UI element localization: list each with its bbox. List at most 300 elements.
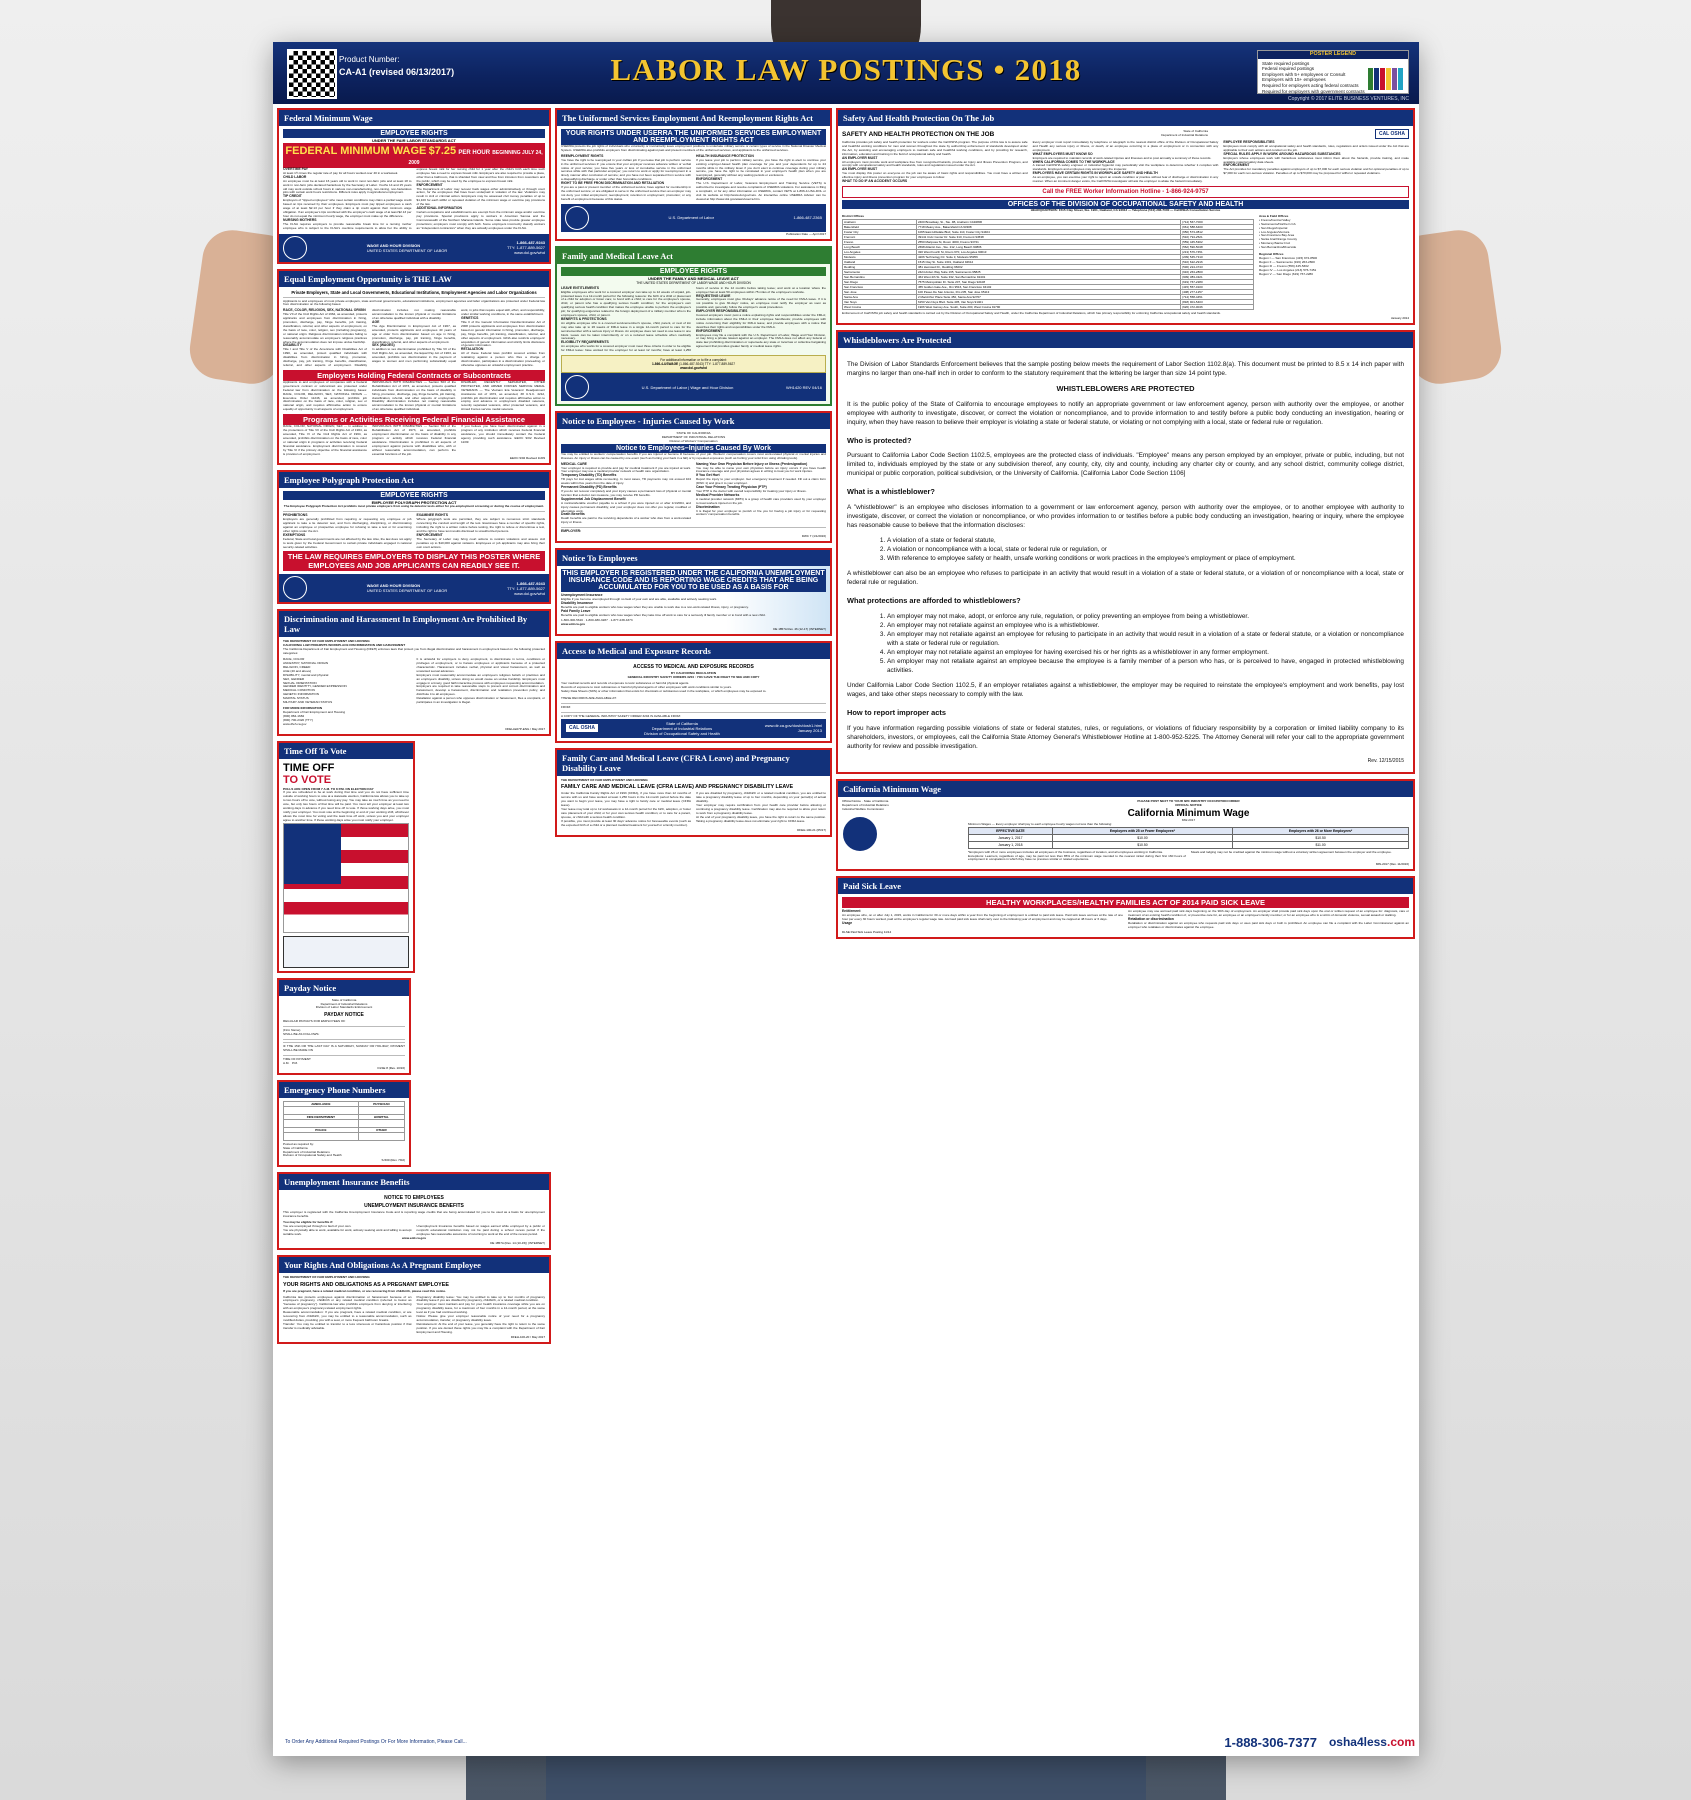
sh-d16-n: Van Nuys <box>843 299 917 304</box>
dh-cat-1: ANCESTRY, NATIONAL ORIGIN <box>283 661 329 665</box>
inj-s2: Permanent Disability (PD) Benefits <box>561 485 617 490</box>
preg-p0: California law protects employees against discrimination or harassment because of an employee's pregnancy, childbirth or any related medical condition (referred to below as "because of pregnancy"). California law also prohibits employers from denying or interfering with an employee's pregnancy-related employment rights. <box>283 1294 412 1311</box>
panel-time-off-to-vote <box>277 741 415 973</box>
fmw-footer-dept: UNITED STATES DEPARTMENT OF LABOR <box>366 247 448 253</box>
wh-what-1: 2. A violation or noncompliance with a local, state or federal rule or regulation, or <box>887 545 1404 554</box>
wh-heading: WHISTLEBLOWERS ARE PROTECTED <box>1056 384 1195 394</box>
wh-p-what: A "whistleblower" is an employee who discloses information to a government or law enforcement agency, person with authority over the employee, or to another employee with authority to investigate, discover, or correct the violation or noncompliance, or who provides information to or testifies before a public body conducting an investigation, hearing or inquiry, where the employee has reasonable cause to believe that the information discloses: <box>847 503 1404 529</box>
ui-heading: NOTICE TO EMPLOYEES <box>384 1195 444 1202</box>
fmla-sub2: THE UNITED STATES DEPARTMENT OF LABOR WAGE AND HOUR DIVISION <box>636 280 751 285</box>
sh-d4-n: Fresno <box>843 239 917 244</box>
sh-district-table <box>842 219 1254 310</box>
sh-d6-n: Los Angeles <box>843 249 917 254</box>
sh-d14-p: (408) 277-1257 <box>1181 289 1254 294</box>
amr-l2: A COPY OF THE GENERAL INDUSTRY SAFETY ORDER 3204 IS AVAILABLE FROM: <box>561 713 681 718</box>
inj-body: MEDICAL CARE Your employer is required to provide and pay for medical treatment if you are injured at work. Your employer may use a medical provider network or health care organization. Temporary Disability (TD) Benefits TD pays for lost wages while recovering. In most cases, TD payments may not exceed 104 weeks within five years from the date of injury. Permanent Disability (PD) Benefits If you do not recover completely and your injury causes a permanent loss of physical or mental function that a doctor can measure, you may receive PD benefits. Supplemental Job Displacement Benefit A nontransferable voucher payable to a school if you were injured on or after 1/1/2004, and injury causes permanent disability, and your employer does not offer you regular, modified or alternative work. Death Benefits Death benefits are paid to the surviving dependents of a worker who dies from a work-related injury or illness. Naming Your Own Physician Before Injury or Illness (Predesignation) You may be able to name your own physician before an injury occurs if you have health insurance coverage and your physician agrees in writing to treat you for work injuries. If You Get Hurt Report the injury to your employer. Get emergency treatment if needed. Fill out a claim form (DWC 1) and give it to your employer. Case Your Primary Treating Physician (PTP) Your PTP is the doctor with overall responsibility for treating your injury or illness. Medical Provider Networks A medical provider network (MPN) is a group of health care providers used by your employer to treat workers injured on the job. Discrimination It is illegal for your employer to punish or fire you for having a job injury or for requesting workers' compensation benefits. <box>561 461 826 525</box>
product-number-label: Product Number: <box>339 55 400 64</box>
sh-s1: AN EMPLOYEE MUST <box>842 167 878 172</box>
labor-law-poster <box>273 42 1419 1756</box>
fmla-notice: For additional information or to file a complaint: <box>660 358 727 363</box>
inj-heading: Notice to Employees–Injuries Caused By Work <box>561 444 826 453</box>
eeo-federal-assistance-text: RACE, COLOR, NATIONAL ORIGIN, SEX — In addition to the protections of Title VII of the Civil Rights Act of 1964, as amended, Title VI of the Civil Rights Act of 1964, as amended, prohibits discrimination on the basis of race, color or national origin in programs or activities receiving Federal financial assistance. Employment discrimination is covered by Title VI if the primary objective of the financial assistance is provision of employment. INDIVIDUALS WITH DISABILITIES — Section 504 of the Rehabilitation Act of 1973, as amended, prohibits employment discrimination on the basis of disability in any program or activity which receives Federal financial assistance. Discrimination is prohibited in all aspects of employment against persons with disabilities who, with or without reasonable accommodation, can perform the essential functions of the job. If you believe you have been discriminated against in a program of any institution which receives Federal financial assistance, you should immediately contact the Federal agency providing such assistance. EEOC 9/02 Revised 11/09 <box>283 424 545 456</box>
dh-cat-5: SEX, GENDER <box>283 676 305 681</box>
cmw-th-0: EFFECTIVE DATE <box>969 827 1053 834</box>
eeo-h5: RETALIATION <box>461 347 484 352</box>
dh-cat-9: GENETIC INFORMATION <box>283 692 320 697</box>
sh-state: State of California <box>1183 129 1208 134</box>
emergency-phone-table <box>283 1101 405 1141</box>
sh-d9-p: (530) 224-4743 <box>1181 264 1254 269</box>
userra-rev: Publication Date — April 2017 <box>786 231 826 236</box>
panel-payday-notice <box>277 978 411 1075</box>
psl-h0: Entitlement <box>842 909 861 914</box>
inj-rev: DWC 7 (1/1/2016) <box>801 534 826 539</box>
sh-d17-a: 1906 West Garvey Ave. South, Suite 200, West Covina 91790 <box>916 304 1180 309</box>
userra-intro: USERRA protects the job rights of individuals who voluntarily or involuntarily leave employment positions to undertake military service or certain types of service in the National Disaster Medical System. USERRA also prohibits employers from discriminating against past and present members of the uniformed services, and applicants to the uniformed services. <box>561 144 826 152</box>
copyright-text: Copyright © 2017 ELITE BUSINESS VENTURES, INC <box>1288 96 1409 102</box>
inj-s10: Case Your Primary Treating Physician (PTP) <box>696 485 767 490</box>
epp-footer-site[interactable]: www.dol.gov/whd <box>514 590 545 596</box>
epp-notice: THE LAW REQUIRES EMPLOYERS TO DISPLAY THIS POSTER WHERE EMPLOYEES AND JOB APPLICANTS CAN READILY SEE IT. <box>283 551 545 571</box>
panel-california-minimum-wage: California Minimum Wage Official Notice · State of California Department of Industrial Relations Industrial Welfare Commission PLEASE POST NEXT TO YOUR IWC INDUSTRY OCCUPATION ORDER OFFICIAL NOTICE California Minimum Wage MW-2017 Minimum Wages — Every employer shall pay to each employee hourly wages not less than the following: EFFECTIVE DATE Employers with 25 or Fewer Employees* Employers with 26 or More Employees* January 1, 2017 $10.00 $10.50 January 1, 2018 $10.50 $11.00 *Employers with 26 or more employees includes all employees of the business, regardless of location, and all employees working in California. Exceptions: Learners, regardless of age, may be paid not less than 85% of the minimum wage rounded to the nearest nickel during their first 160 hours of employment in occupations in which they have no previous similar or related experience. Meals and lodging may not be credited against the minimum wage without a voluntary written agreement between the employer and the employee. MW-2017 (Rev. 11/2016) <box>836 779 1415 871</box>
sh-d4-p: (559) 445-5302 <box>1181 239 1254 244</box>
fmw-s2-h: TIP CREDIT <box>283 194 302 199</box>
dh-cat-11: MILITARY AND VETERAN STATUS <box>283 700 333 705</box>
sh-d11-p: (909) 383-4321 <box>1181 274 1254 279</box>
fmla-b0: LEAVE ENTITLEMENTS <box>561 285 599 290</box>
dh-cat-2: RELIGION, CREED <box>283 664 311 669</box>
ui-b2: Unemployment Insurance benefits based on wages earned while employed by a public or nonprofit educational institution may not be paid during a school recess period if the employee has reasonable assurance of returning to work at the end of the recess period. <box>416 1224 545 1236</box>
fmla-b5: ENFORCEMENT <box>696 328 723 333</box>
fmla-footer <box>561 373 826 401</box>
wh-prot-1: 2. An employer may not retaliate against an employee who is a whistleblower. <box>887 621 1404 630</box>
nte-phone-ui[interactable]: 1-800-300-5616 <box>561 618 584 623</box>
psl-h1: Usage <box>842 921 853 926</box>
dh-cat-6: SEXUAL ORIENTATION <box>283 680 317 685</box>
userra-s2: HEALTH INSURANCE PROTECTION <box>696 153 754 158</box>
emr-rev: S-500 (Rev. 7/02) <box>381 1158 405 1163</box>
fmw-wage-unit: PER HOUR <box>458 150 491 156</box>
panel-title: Equal Employment Opportunity is THE LAW <box>279 271 549 287</box>
panel-discrimination-harassment <box>277 609 551 735</box>
sh-s6: EMPLOYEE RESPONSIBILITIES <box>1223 140 1275 144</box>
cfra-rev: DFEH-100-21 (05/17) <box>797 827 826 832</box>
sh-s7: SPECIAL RULES APPLY IN WORK AROUND HAZARDOUS SUBSTANCES <box>1223 151 1341 156</box>
epp-subtitle: EMPLOYEE POLYGRAPH PROTECTION ACT <box>371 500 457 506</box>
pd-f0: REGULAR PAYDAYS FOR EMPLOYEES OF <box>283 1019 346 1024</box>
dh-rev: DFEH-E07P-ENG / May 2017 <box>505 726 545 731</box>
panel-pregnant-employee <box>277 1255 551 1344</box>
wh-p-report: If you have information regarding possible violations of state or federal statutes, rules, or regulations, or violations of fiduciary responsibility by a corporation or limited liability company to its shareholders, investors, or employees, call the California State Attorney General's Whistleblower Hotline at 1-800-952-5225. The Attorney General will refer your call to the appropriate government authority for review and possible investigation. <box>847 724 1404 750</box>
userra-s3: ENFORCEMENT <box>696 177 723 182</box>
sh-d12-n: San Diego <box>843 279 917 284</box>
sh-hotline[interactable]: Call the FREE Worker Information Hotline - 1-866-924-9757 <box>842 186 1409 198</box>
eeo-sub1: Private Employers, State and Local Governments, Educational Institutions, Employment Agencies and Labor Organizations <box>291 289 537 295</box>
sh-d13-n: San Francisco <box>843 284 917 289</box>
sh-d3-a: 39141 Civic Center Dr. Suite 310, Fremont 94538 <box>916 234 1180 239</box>
epp-text <box>283 514 545 549</box>
legend-line-2: Employers with 5+ employees or Consult <box>1262 71 1346 77</box>
wh-rev: Rev. 12/15/2015 <box>1367 757 1404 764</box>
eeo-intro: Applicants to and employees of most private employers, state and local governments, educational institutions, employment agencies and labor organizations are protected under Federal law from discrimination on the following bases: <box>283 298 545 307</box>
pd-f1: (Firm Name) <box>283 1028 301 1033</box>
ui-heading2: UNEMPLOYMENT INSURANCE BENEFITS <box>364 1203 464 1210</box>
preg-heading: YOUR RIGHTS AND OBLIGATIONS AS A PREGNANT EMPLOYEE <box>283 1281 449 1288</box>
poster-header <box>273 42 1419 104</box>
sh-d0-n: Anaheim <box>843 219 917 224</box>
panel-unemployment-insurance <box>277 1172 551 1249</box>
dol-seal-icon <box>565 206 589 230</box>
fmw-employee-rights: EMPLOYEE RIGHTS <box>283 129 545 138</box>
panel-title: Discrimination and Harassment In Employment Are Prohibited By Law <box>279 611 549 637</box>
inj-dept: DEPARTMENT OF INDUSTRIAL RELATIONS <box>661 435 726 439</box>
preg-lead: If you are pregnant, have a related medical condition, or are recovering from childbirth, please read this notice. <box>283 1288 446 1293</box>
wh-prot-4: 5. An employer may not retaliate against an employee because the employee is a family member of a person who has, or is perceived to have, engaged in protected whistleblowing activities. <box>887 657 1404 675</box>
panel-safety-health: Safety And Health Protection On The Job SAFETY AND HEALTH PROTECTION ON THE JOB State of California Department of Industrial Relations CAL OSHA California provides job safety and health protection for workers under the Cal/OSHA program. The purpose of this law is to assure safe and healthful working conditions for men and women throughout the state by authorizing enforcement of standards developed under the Act, by assisting and encouraging employers to maintain safe and healthful working conditions, and by providing for research, information, education and training in the field of occupational safety and health. AN EMPLOYER MUST All employers must provide work and workplace free from recognized hazards, provide an Injury and Illness Prevention Program, and comply with occupational safety and health standards, rules and regulations issued under the Act. AN EMPLOYEE MUST You must display this poster on everyone on the job can be aware of basic rights and responsibilities. You must have a written and effective injury and illness prevention program for your employees to follow. WHAT TO DO IF AN ACCIDENT OCCURS Every employer must report immediately by telephone or telegraph to the nearest district office of the Division of Occupational Safety and Health any serious injury or illness, or death, of an employee occurring in a place of employment or in connection with any employment. WHAT EMPLOYEES MUST KNOW SO Employers are required to maintain records of work-related injuries and illnesses and to post annually a summary of those records. WHEN CALIFORNIA COMES TO THE WORKPLACE A trained Cal/OSHA safety engineer or industrial hygienist may periodically visit the workplace to determine whether it complies with standards. Employers and employees may accompany the inspector. EMPLOYEES HAVE CERTAIN RIGHTS IN WORKPLACE SAFETY AND HEALTH As an employee, you can exercise your right to report an unsafe condition or practice without fear of discharge or discrimination in any manner. When an imminent danger exists, the Cal/OSHA investigator will ask the employer to abate the hazard immediately. EMPLOYEE RESPONSIBILITIES Employees must comply with all occupational safety and health standards, rules, regulations and orders issued under the Act that are applicable to their own actions and conduct on the job. SPECIAL RULES APPLY IN WORK AROUND HAZARDOUS SUBSTANCES Employers whose employees work with hazardous substances must inform them about the hazards, provide training, and make available material safety data sheets. ENFORCEMENT The Act provides for mandatory penalties against employers of up to $7,000 for each serious violation and for optional penalties of up to $7,000 for each non-serious violation. Penalties of up to $70,000 may be proposed for willful or repeated violations. Call the FREE Worker Information Hotline - 1-866-924-9757 OFFICES OF THE DIVISION OF OCCUPATIONAL SAFETY AND HEALTH HEADQUARTERS: 1515 Clay Street, Ste. 1901, Oakland, CA 94612 — Telephone (510) 286-7000 — Cal/OSHA Consultation Service District Offices Anaheim 2400 Broadway, St., Ste. 4B, Anaheim CA94806 (714) 567-7000 Bakersfield 7718 Meany Ave., Bakersfield CA 93308 (661) 588-6400 Foster City 1065 East Hillsdale Blvd, Suite 110, Foster City 94404 (650) 573-3812 Fremont 39141 Civic Center Dr. Suite 310, Fremont 94538 (510) 794-2521 Fresno 2550 Mariposa St, Room 4000, Fresno 93721 (559) 445-5302 Long Beach 2698 Atlantic Ave., Ste. 212, Long Beach 90806 (562) 590-5048 Los Angeles 320 West Fourth St, Room 670, Los Angeles 90013 (213) 576-7451 Modesto 4206 Technology Dr. Suite 3, Modesto 95356 (209) 545-7310 Oakland 1515 Clay St. Suite 1301, Oakland 94612 (510) 622-2916 Redding 381 Hemsted Dr., Redding 96002 (530) 224-4743 Sacramento 2424 Arden Way Suite 165, Sacramento 95825 (916) 263-2800 San Bernardino 464 West 4th St. Suite 332, San Bernardino 92401 (909) 383-4321 San Diego 7575 Metropolitan Dr. Suite 207, San Diego 92108 (619) 767-2280 San Francisco 455 Golden Gate Ave., Rm 9516, San Francisco 94102 (415) 557-0100 San Jose 100 Paseo De San Antonio, Rm 235, San Jose 95113 (408) 277-1257 Santa Ana 2 MacArthur Place Suite 450, Santa Ana 92707 (714) 558-4451 Van Nuys 6150 Van Nuys Blvd. Suite 405, Van Nuys 91401 (818) 901-5403 West Covina 1906 West Garvey Ave. South, Suite 200, West Covina 91790 (626) 472-0046 Area & Field Offices • Fresno/Central Valley • Sacramento/Northern CA • San Diego/Imperial • Los Angeles/Ventura • San Francisco Bay Area • Santa Ana/Orange County • Monterey/Santa Cruz • San Bernardino/Riverside Regional Offices Region I — San Francisco (415) 972-8500 Region II — Sacramento (916) 263-2800 Region III — Fresno (559) 445-5302 Region IV — Los Angeles (213) 576-7451 Region V — San Diego (619) 767-2280 Enforcement of Cal/OSHA job safety and health standards is carried out by the Division of Occupational Safety and Health, under the California Department of Industrial Relations, which has primary responsibility for enforcing California occupational safety and health standards. January 2014 <box>836 108 1415 325</box>
fmla-b1: BENEFITS & PROTECTIONS <box>561 316 607 321</box>
cmw-r1-c0: January 1, 2018 <box>969 841 1053 848</box>
pd-f4: IF THE 15th OR THE LAST DAY IS A SATURDAY, SUNDAY OR HOLIDAY, PAYMENT SHALL BE MADE ON <box>283 1044 405 1052</box>
pd-f3: TIME OF PAYMENT <box>283 1056 311 1061</box>
panel-fmla <box>555 246 832 406</box>
legend-line-4: Required for employers acting federal contracts <box>1262 82 1359 88</box>
dol-seal-icon <box>283 576 307 600</box>
cmw-notice1: PLEASE POST NEXT TO YOUR IWC INDUSTRY OCCUPATION ORDER <box>1137 798 1240 803</box>
poster-column-2 <box>555 108 832 842</box>
amr-web[interactable]: www.dir.ca.gov/dosh/dosh1.html <box>764 723 822 729</box>
page-title: LABOR LAW POSTINGS • 2018 <box>610 52 1082 87</box>
sh-s0: AN EMPLOYER MUST <box>842 155 878 160</box>
dh-dept: THE DEPARTMENT OF FAIR EMPLOYMENT AND HOUSING <box>283 639 370 644</box>
wh-p1: It is the public policy of the State of California to encourage employees to notify an appropriate government or law enforcement agency, person with authority over the employee, or another employee with authority to investigate, discover, or correct the violation or noncompliance, and to provide information to and testify before a public body conducting an investigation, hearing or inquiry, when they have reason to believe their employer is violating a state or federal statute, or violating or not complying with a local, state or federal rule or regulation. <box>847 400 1404 426</box>
psl-office: DLSE Paid Sick Leave Posting 11/14 <box>842 929 892 934</box>
eeo-h0: RACE, COLOR, RELIGION, SEX, NATIONAL ORIGIN <box>283 308 366 313</box>
amr-footer <box>561 719 826 738</box>
cfra-p0: Under the California Family Rights Act of 1993 (CFRA), if you have more than 12 months of service with us and have worked at least 1,250 hours in the 12-month period before the date you want to begin your leave, you may have a right to family care or medical leave (CFRA leave). <box>561 791 691 808</box>
sh-col-0: District Offices <box>842 213 865 218</box>
sh-d10-n: Sacramento <box>843 269 917 274</box>
panel-medical-exposure-records <box>555 641 832 742</box>
psl-t0: An employee who, on or after July 1, 2015, works in California for 30 or more days within a year from the beginning of employment is entitled to paid sick leave. Paid sick leave accrues at the rate of one hour per every 30 hours worked, paid at the employee's regular wage rate. Accrued paid sick leave shall carry over to the following year of employment and may be capped at 48 hours or 6 days. <box>842 913 1123 922</box>
sh-d14-n: San Jose <box>843 289 917 294</box>
nte-i1-t: Benefits are paid to eligible workers who lose wages when they are unable to work due to a non-work-related illness, injury, or pregnancy. <box>561 604 749 609</box>
poster-column-1 <box>277 108 551 1349</box>
fmw-s2-t: Employers of "tipped employees" who meet certain conditions may claim a partial wage credit based on tips received by their employees. Employers must pay tipped employees a cash wage of at least $2.13 per hour if they claim a tip credit against their minimum wage obligation. If an employee's tips combined with the employer's cash wage of at least $2.13 per hour do not equal the minimum hourly wage, the employer must make up the difference. <box>283 198 412 218</box>
sh-s2: WHAT TO DO IF AN ACCIDENT OCCURS <box>842 179 908 184</box>
panel-title: California Minimum Wage <box>838 781 1413 797</box>
ui-b0: You are unemployed through no fault of your own. <box>283 1224 352 1229</box>
eeo-federal-contract-text: Applicants to and employees of companies with a Federal government contract or subcontract are protected under Federal law from discrimination on the following bases: RACE, COLOR, RELIGION, SEX, NATIONAL ORIGIN — Executive Order 11246, as amended, prohibits job discrimination on the basis of race, color, religion, sex or national origin, and requires affirmative action to ensure equality of opportunity in all aspects of employment. INDIVIDUALS WITH DISABILITIES — Section 503 of the Rehabilitation Act of 1973, as amended, protects qualified individuals from discrimination on the basis of disability in hiring, promotion, discharge, pay, fringe benefits, job training, classification, referral, and other aspects of employment. Disability discrimination includes not making reasonable accommodation to the known physical or mental limitations of an otherwise qualified individual. DISABLED, RECENTLY SEPARATED, OTHER PROTECTED, AND ARMED FORCES SERVICE MEDAL VETERANS — The Vietnam Era Veterans' Readjustment Assistance Act of 1974, as amended, 38 U.S.C. 4212, prohibits job discrimination and requires affirmative action to employ and advance in employment disabled veterans, recently separated veterans, other protected veterans, and Armed Forces service medal veterans. <box>283 379 545 412</box>
state-seal-icon <box>842 816 878 852</box>
fmw-footer-div: WAGE AND HOUR DIVISION <box>366 242 421 248</box>
tov-body: If you are scheduled to be at work during that time and you do not have sufficient time outside of working hours to vote at a statewide election, California law allows you to take up to two hours off to vote, without losing any pay. You may take as much time as you need to vote, but only two hours of that time will be paid. You must tell your employer at least two working days in advance if you need time off to vote. If those working days arise, you must notify your employer. You must vote at the beginning or end of your working shift, whichever allows the most time for voting and the least time off work, unless you and your employer agree to another time. If those working days arise you must notify your employer. <box>283 790 409 822</box>
wh-prot-2: 3. An employer may not retaliate against an employee for refusing to participate in an activity that would result in a violation of a state or federal statute, or a violation or noncompliance with a state or federal rule or regulation. <box>887 630 1404 648</box>
eeo-h4: GENETICS <box>461 316 479 321</box>
cmw-notice2: OFFICIAL NOTICE <box>1175 802 1202 807</box>
tov-note: POLLS ARE OPEN FROM 7 A.M. TO 8 P.M. ON ELECTION DAY <box>283 786 374 791</box>
fmw-wage-label: FEDERAL MINIMUM WAGE <box>285 145 427 157</box>
whistle-content <box>838 348 1413 772</box>
fmw-s5-h: ADDITIONAL INFORMATION <box>416 206 462 211</box>
preg-dept: THE DEPARTMENT OF FAIR EMPLOYMENT AND HOUSING <box>283 1274 370 1279</box>
dh-phone[interactable]: (800) 884-1684 <box>283 713 305 718</box>
epp-s1-t: Federal, State and local governments are not affected by the law. Also, the law does not apply to tests given by the Federal Government to certain private individuals engaged in national security-related activities. <box>283 536 412 549</box>
sh-d7-p: (209) 545-7310 <box>1181 254 1254 259</box>
emr-h-2: FIRE DEPARTMENT <box>284 1114 359 1119</box>
sh-d13-a: 455 Golden Gate Ave., Rm 9516, San Francisco 94102 <box>916 284 1180 289</box>
sh-d5-n: Long Beach <box>843 244 917 249</box>
fmla-employee-rights: EMPLOYEE RIGHTS <box>561 267 826 276</box>
cmw-r0-c1: $10.00 <box>1052 834 1232 841</box>
legend-line-0: State required postings <box>1262 60 1310 66</box>
fmw-footer-phone[interactable]: 1-866-487-9243 <box>516 240 545 245</box>
pd-heading: PAYDAY NOTICE <box>324 1012 364 1019</box>
panel-title: Safety And Health Protection On The Job <box>838 110 1413 126</box>
sh-d4-a: 2550 Mariposa St, Room 4000, Fresno 93721 <box>916 239 1180 244</box>
fmw-wage-date: BEGINNING JULY 24, 2009 <box>408 150 543 166</box>
product-number-value: CA-A1 (revised 06/13/2017) <box>339 67 455 77</box>
wh-p-who: Pursuant to California Labor Code Section 1102.5, employees are the protected class of individuals. "Employee" means any person employed by an employer, private or public, including, but not limited to, individuals employed by the state or any subdivision thereof, any county, city, city and county, including any charter city or county, and any school district, community college district, municipal or public corporation, political subdivision, or the University of California. [California Labor Code Section 1106] <box>847 452 1404 478</box>
cmw-r1-c1: $10.50 <box>1052 841 1232 848</box>
sh-d15-n: Santa Ana <box>843 294 917 299</box>
emr-h-3: HOSPITAL <box>358 1114 404 1119</box>
sh-col-1: Area & Field Offices <box>1259 213 1289 218</box>
sh-consult: Cal/OSHA Consultation Service <box>1174 207 1221 212</box>
sh-d6-a: 320 West Fourth St, Room 670, Los Angeles 90013 <box>916 249 1180 254</box>
epp-employee-rights: EMPLOYEE RIGHTS <box>283 491 545 500</box>
panel-title: Payday Notice <box>279 980 409 996</box>
sh-d2-p: (650) 573-3812 <box>1181 229 1254 234</box>
panel-title: Emergency Phone Numbers <box>279 1082 409 1098</box>
sh-d2-n: Foster City <box>843 229 917 234</box>
epp-s3-h: ENFORCEMENT <box>416 532 443 537</box>
fmla-phone[interactable]: 1-866-4-USWAGE <box>651 362 679 367</box>
dh-sub: CALIFORNIA LAW PROHIBITS WORKPLACE DISCRIMINATION AND HARASSMENT <box>283 643 406 648</box>
wh-prot-3: 4. An employer may not retaliate against an employee for having exercised his or her rights as a whistleblower in any former employment. <box>887 648 1404 657</box>
pd-rev: DLSE 8 (Rev. 10/16) <box>377 1065 405 1070</box>
eeo-h1: DISABILITY <box>283 343 302 348</box>
userra-body: REEMPLOYMENT RIGHTS You have the right to be reemployed in your civilian job if you leave that job to perform service in the uniformed services if: you ensure that your employer receives advance written or verbal notice of your service; you have five years or less of cumulative service in the uniformed services while with that particular employer; you return to work or apply for reemployment in a timely manner after conclusion of service; and you have not been separated from service with a disqualifying discharge or under other than honorable conditions. RIGHT TO BE FREE FROM DISCRIMINATION AND RETALIATION If you are a past or present member of the uniformed service; have applied for membership in the uniformed service; or are obligated to serve in the uniformed service then an employer may not deny you: initial employment; reemployment; retention in employment; promotion; or any benefit of employment because of this status. HEALTH INSURANCE PROTECTION If you leave your job to perform military service, you have the right to elect to continue your existing employer-based health plan coverage for you and your dependents for up to 24 months while in the military. Even if you don't elect to continue coverage during your military service, you have the right to be reinstated in your employer's health plan when you are reemployed, generally without any waiting periods or exclusions. ENFORCEMENT The U.S. Department of Labor, Veterans Employment and Training Service (VETS) is authorized to investigate and resolve complaints of USERRA violations. For assistance in filing a complaint, or for any other information on USERRA, contact VETS at 1-866-4-USA-DOL or visit its website at http://www.dol.gov/vets. An interactive online USERRA Advisor can be viewed at http://www.dol.gov/elaws/userra.htm. <box>561 153 826 201</box>
fmw-footer-site[interactable]: www.dol.gov/whd <box>514 250 545 255</box>
emr-agency3: Division of Occupational Safety and Health <box>283 1153 342 1158</box>
epp-footer-tty: TTY: 1-877-889-5627 <box>506 585 545 591</box>
sh-d1-a: 7718 Meany Ave., Bakersfield CA 93308 <box>916 224 1180 229</box>
cmw-th-2: Employers with 26 or More Employees* <box>1233 827 1409 834</box>
panel-notice-to-employees: Notice To Employees THIS EMPLOYER IS REGISTERED UNDER THE CALIFORNIA UNEMPLOYMENT INSURANCE CODE AND IS REPORTING WAGE CREDITS THAT ARE BEING ACCUMULATED FOR YOU TO BE USED AS A BASIS FOR Unemployment Insurance Eligible if you become unemployed through no fault of your own and are able, available and actively seeking work. Disability Insurance Benefits are paid to eligible workers who lose wages when they are unable to work due to a non-work-related illness, injury, or pregnancy. Paid Family Leave Benefits are paid to eligible workers who lose wages when they take time off work to care for a seriously ill family member or to bond with a new child. 1-800-300-5616 · 1-800-480-3287 · 1-877-238-4373 www.edd.ca.gov DE 1857A Rev. 46 (12-17) (INTERNET) <box>555 548 832 636</box>
cmw-sub: Minimum Wages — Every employer shall pay to each employee hourly wages not less than the following: <box>968 821 1112 826</box>
epp-s0-t: Employers are generally prohibited from requiring or requesting any employee or job applicant to take a lie detector test, and from discharging, disciplining, or discriminating against an employee or prospective employee for refusing to take a test or for exercising other rights under the Act. <box>283 517 412 533</box>
epp-footer: WAGE AND HOUR DIVISION UNITED STATES DEPARTMENT OF LABOR 1-866-487-9243 TTY: 1-877-889-5627 www.dol.gov/whd <box>279 574 549 602</box>
nte-i2-h: Paid Family Leave <box>561 608 591 613</box>
amr-agency2: Department of Industrial Relations <box>651 725 713 731</box>
sh-offices-title: OFFICES OF THE DIVISION OF OCCUPATIONAL SAFETY AND HEALTH <box>842 200 1409 209</box>
sh-d1-n: Bakersfield <box>843 224 917 229</box>
dh-lead: The California Department of Fair Employment and Housing (DFEH) enforces laws that protect you from illegal discrimination and harassment in employment based on the following protected categories: <box>283 647 545 656</box>
dh-body: RACE, COLOR ANCESTRY, NATIONAL ORIGIN RELIGION, CREED AGE (40 and above) DISABILITY, mental and physical SEX, GENDER SEXUAL ORIENTATION GENDER IDENTITY, GENDER EXPRESSION MEDICAL CONDITION GENETIC INFORMATION MARITAL STATUS MILITARY AND VETERAN STATUS It is unlawful for employers to deny employment, to discriminate in terms, conditions or privileges of employment, or to harass employees or applicants because of a protected characteristic. Harassment includes verbal, physical and visual harassment, as well as unwanted sexual advances. Employers must reasonably accommodate an employee's religious beliefs or practices and an employee's disability, unless doing so would cause an undue hardship. Employers must engage in a timely, good faith interactive process with employees requesting accommodation. Employers are required to take reasonable steps to prevent and correct discrimination and harassment, develop a harassment, discrimination and retaliation prevention policy, and distribute it to all employees. Retaliation against a person who opposes discrimination or harassment, files a complaint, or participates in an investigation is illegal. <box>283 657 545 705</box>
fmw-s0-t: At least 1½ times the regular rate of pay for all hours worked over 40 in a workweek. <box>283 170 399 175</box>
preg-rev: DFEH-100-20 / May 2017 <box>510 1334 545 1339</box>
poster-column-3 <box>836 108 1415 944</box>
nte-web[interactable]: www.edd.ca.gov <box>561 622 586 627</box>
wh-what-2: 3. With reference to employee safety or health, unsafe working conditions or work practices in the employee's employment or place of employment. <box>887 554 1404 563</box>
eeo-sub2: Employers Holding Federal Contracts or Subcontracts <box>283 370 545 381</box>
cal-osha-badge-icon: CAL OSHA <box>1375 129 1409 139</box>
panel-title: Notice to Employees - Injuries Caused by Work <box>557 413 830 429</box>
nte-phone-pfl[interactable]: 1-877-238-4373 <box>610 618 633 623</box>
cmw-r0-c0: January 1, 2017 <box>969 834 1053 841</box>
panel-cfra <box>555 748 832 837</box>
nte-i2-t: Benefits are paid to eligible workers who lose wages when they take time off work to care for a seriously ill family member or to bond with a new child. <box>561 612 766 617</box>
psl-heading: HEALTHY WORKPLACES/HEALTHY FAMILIES ACT OF 2014 PAID SICK LEAVE <box>842 897 1409 908</box>
nte-phone-di[interactable]: 1-800-480-3287 <box>585 618 608 623</box>
panel-injuries-caused-by-work <box>555 411 832 543</box>
emr-agency: State of California <box>283 1145 308 1150</box>
eeo-h2: AGE <box>372 320 380 325</box>
fmla-sub: UNDER THE FAMILY AND MEDICAL LEAVE ACT <box>648 275 739 281</box>
cal-osha-logo-icon: CAL OSHA <box>565 723 599 733</box>
inj-s4: Death Benefits <box>561 512 585 517</box>
fmw-s1-h: CHILD LABOR <box>283 174 307 179</box>
panel-title: Family Care and Medical Leave (CFRA Leave) and Pregnancy Disability Leave <box>557 750 830 776</box>
userra-footer-right[interactable]: 1-866-487-2365 <box>793 215 822 221</box>
panel-title: The Uniformed Services Employment And Reemployment Rights Act <box>557 110 830 126</box>
sh-d9-a: 381 Hemsted Dr., Redding 96002 <box>916 264 1180 269</box>
nte-i0-h: Unemployment Insurance <box>561 593 603 598</box>
fmw-s3-t: The FLSA requires employers to provide reasonable break time for a nursing mother employee who is subject to the FLSA's overtime requirements to allow her the ability to express breast milk for her nursing child for 1 year after the child's birth each time such employee has a need to express breast milk. Employers are also required to provide a place, other than a bathroom, that is shielded from view and free from intrusion from coworkers and the public, which may be used by the employee to express breast milk. <box>283 167 545 230</box>
emr-h-4: POLICE <box>284 1127 359 1132</box>
wh-lead: The Division of Labor Standards Enforcement believes that the sample posting below meets the requirement of Labor Section 1102.8(a). This document must be printed to 8.5 x 14 inch paper with margins no larger than one-half inch in order to conform to the statutory requirement that the lettering be larger than size 14 point type. <box>847 361 1404 378</box>
fmw-subtitle: UNDER THE FAIR LABOR STANDARDS ACT <box>372 138 456 143</box>
panel-title: Employee Polygraph Protection Act <box>279 472 549 488</box>
cmw-th-1: Employers with 25 or Fewer Employees* <box>1052 827 1232 834</box>
dh-web[interactable]: www.dfeh.ca.gov <box>283 721 307 726</box>
footer-logo[interactable] <box>1329 1735 1415 1749</box>
panel-emergency-phone-numbers <box>277 1080 411 1168</box>
fmw-wage-value: $7.25 <box>428 145 457 157</box>
fmla-b4: EMPLOYER RESPONSIBILITIES <box>696 309 748 314</box>
footer-phone[interactable]: 1-888-306-7377 <box>1224 1734 1317 1750</box>
ui-web[interactable]: www.edd.ca.gov <box>401 1235 427 1240</box>
amr-heading: ACCESS TO MEDICAL AND EXPOSURE RECORDS <box>633 664 754 671</box>
inj-s12: Discrimination <box>696 504 720 509</box>
sh-dept: Department of Industrial Relations <box>1161 133 1208 137</box>
fmla-b3: REQUESTING LEAVE <box>696 293 731 298</box>
sh-d13-p: (415) 557-0100 <box>1181 284 1254 289</box>
tov-big2: TO VOTE <box>283 773 332 786</box>
wh-p-what2: A whistleblower can also be an employee who refuses to participate in an activity that would result in a violation of a state or federal statute, or a violation of or noncompliance with a local, state or federal rule or regulation. <box>847 570 1404 587</box>
dh-cat-4: DISABILITY, mental and physical <box>283 672 329 677</box>
dh-tty: (800) 700-2320 (TTY) <box>283 717 313 722</box>
amr-l1: FROM: <box>561 704 571 709</box>
sh-d12-p: (619) 767-2280 <box>1181 279 1254 284</box>
inj-s3: Supplemental Job Displacement Benefit <box>561 496 626 501</box>
panel-title: Whistleblowers Are Protected <box>838 332 1413 348</box>
panel-eeo <box>277 269 551 466</box>
sh-d17-n: West Covina <box>843 304 917 309</box>
ui-b1: You are physically able to work, available for work, actively seeking work and willing to accept suitable work. <box>283 1227 412 1236</box>
cmw-r0-c2: $10.50 <box>1233 834 1409 841</box>
eeo-h3: SEX (WAGES) <box>372 343 395 348</box>
nte-heading: THIS EMPLOYER IS REGISTERED UNDER THE CALIFORNIA UNEMPLOYMENT INSURANCE CODE AND IS REPORTING WAGE CREDITS THAT ARE BEING ACCUMULATED FOR YOU TO BE USED AS A BASIS FOR <box>562 570 825 592</box>
cfra-heading: FAMILY CARE AND MEDICAL LEAVE (CFRA LEAVE) AND PREGNANCY DISABILITY LEAVE <box>561 784 794 791</box>
fmla-web[interactable]: www.dol.gov/whd <box>680 366 707 371</box>
panel-title: Notice To Employees <box>557 550 830 566</box>
panel-federal-minimum-wage <box>277 108 551 264</box>
wh-prot-0: 1. An employer may not make, adopt, or enforce any rule, regulation, or policy preventing an employee from being a whistleblower. <box>887 612 1404 621</box>
sh-d10-p: (916) 263-2800 <box>1181 269 1254 274</box>
legend-color-bars <box>1368 68 1403 90</box>
psl-h2: Retaliation or discrimination <box>1128 917 1174 922</box>
psl-t2: Retaliation or discrimination against an employee who requests paid sick days or uses paid sick days or both is prohibited. An employee can file a complaint with the Labor Commissioner against an employer who retaliates or discriminates against the employee. <box>1128 921 1409 929</box>
ui-q1: You may be eligible for benefits if: <box>283 1220 334 1225</box>
pd-pm: P.M. <box>291 1060 298 1065</box>
sh-body: California provides job safety and health protection for workers under the Cal/OSHA program. The purpose of this law is to assure safe and healthful working conditions for men and women throughout the state by authorizing enforcement of standards developed under the Act, by assisting and encouraging employers to maintain safe and healthful working conditions, and by providing for research, information, education and training in the field of occupational safety and health. AN EMPLOYER MUST All employers must provide work and workplace free from recognized hazards, provide an Injury and Illness Prevention Program, and comply with occupational safety and health standards, rules and regulations issued under the Act. AN EMPLOYEE MUST You must display this poster on everyone on the job can be aware of basic rights and responsibilities. You must have a written and effective injury and illness prevention program for your employees to follow. WHAT TO DO IF AN ACCIDENT OCCURS Every employer must report immediately by telephone or telegraph to the nearest district office of the Division of Occupational Safety and Health any serious injury or illness, or death, of an employee occurring in a place of employment or in connection with any employment. WHAT EMPLOYEES MUST KNOW SO Employers are required to maintain records of work-related injuries and illnesses and to post annually a summary of those records. WHEN CALIFORNIA COMES TO THE WORKPLACE A trained Cal/OSHA safety engineer or industrial hygienist may periodically visit the workplace to determine whether it complies with standards. Employers and employees may accompany the inspector. EMPLOYEES HAVE CERTAIN RIGHTS IN WORKPLACE SAFETY AND HEALTH As an employee, you can exercise your right to report an unsafe condition or practice without fear of discharge or discrimination in any manner. When an imminent danger exists, the Cal/OSHA investigator will ask the employer to abate the hazard immediately. EMPLOYEE RESPONSIBILITIES Employees must comply with all occupational safety and health standards, rules, regulations and orders issued under the Act that are applicable to their own actions and conduct on the job. SPECIAL RULES APPLY IN WORK AROUND HAZARDOUS SUBSTANCES Employers whose employees work with hazardous substances must inform them about the hazards, provide training, and make available material safety data sheets. ENFORCEMENT The Act provides for mandatory penalties against employers of up to $7,000 for each serious violation and for optional penalties of up to $7,000 for each non-serious violation. Penalties of up to $70,000 may be proposed for willful or repeated violations. <box>842 140 1409 184</box>
inj-div: Division of Workers' Compensation <box>669 438 718 443</box>
sh-d17-p: (626) 472-0046 <box>1181 304 1254 309</box>
sh-d11-a: 464 West 4th St. Suite 332, San Bernardino 92401 <box>916 274 1180 279</box>
footer-site-suffix: .com <box>1386 1735 1415 1749</box>
sh-d12-a: 7575 Metropolitan Dr. Suite 207, San Diego 92108 <box>916 279 1180 284</box>
fmla-agency: U.S. Department of Labor | Wage and Hour Division <box>641 384 734 390</box>
panel-paid-sick-leave <box>836 876 1415 939</box>
epp-intro: The Employee Polygraph Protection Act prohibits most private employers from using lie detector tests either for pre-employment screening or during the course of employment. <box>283 504 545 509</box>
flag-graphic-icon <box>283 823 409 933</box>
fmw-s3-h: NURSING MOTHERS <box>283 217 317 222</box>
legend-line-1: Federal required postings <box>1262 66 1315 72</box>
dh-cat-7: GENDER IDENTITY, GENDER EXPRESSION <box>283 684 347 689</box>
emr-h-0: AMBULANCE <box>284 1101 359 1106</box>
fmw-s0-h: OVERTIME PAY <box>283 167 309 171</box>
panel-title: Your Rights And Obligations As A Pregnant Employee <box>279 1257 549 1273</box>
sh-d16-a: 6150 Van Nuys Blvd. Suite 405, Van Nuys 91401 <box>916 299 1180 304</box>
panel-userra <box>555 108 832 241</box>
sh-d5-a: 2698 Atlantic Ave., Ste. 212, Long Beach 90806 <box>916 244 1180 249</box>
eeo-rev: EEOC 9/02 Revised 11/09 <box>510 456 545 461</box>
eeo-categories: RACE, COLOR, RELIGION, SEX, NATIONAL ORIGIN Title VII of the Civil Rights Act of 1964, as amended, protects applicants and employees from discrimination in hiring, promotion, discharge, pay, fringe benefits, job training, classification, referral, and other aspects of employment, on the basis of race, color, religion, sex (including pregnancy), or national origin. Religious discrimination includes failing to reasonably accommodate an employee's religious practices where the accommodation does not impose undue hardship. DISABILITY Title I and Title V of the Americans with Disabilities Act of 1990, as amended, protect qualified individuals with disabilities from discrimination in hiring, promotion, discharge, pay, job training, fringe benefits, classification, referral, and other aspects of employment. Disability discrimination includes not making reasonable accommodation to the known physical or mental limitations of an otherwise qualified individual with a disability. AGE The Age Discrimination in Employment Act of 1967, as amended, protects applicants and employees 40 years of age or older from discrimination based on age in hiring, promotion, discharge, pay, job training, fringe benefits, classification, referral, and other aspects of employment. SEX (WAGES) In addition to sex discrimination prohibited by Title VII of the Civil Rights Act, as amended, the Equal Pay Act of 1963, as amended, prohibits sex discrimination in the payment of wages to women and men performing substantially equal work, in jobs that require equal skill, effort, and responsibility, under similar working conditions, in the same establishment. GENETICS Title II of the Genetic Information Nondiscrimination Act of 2008 protects applicants and employees from discrimination based on genetic information in hiring, promotion, discharge, pay, fringe benefits, job training, classification, referral, and other aspects of employment. GINA also restricts employers' acquisition of genetic information and strictly limits disclosure of genetic information. RETALIATION All of these Federal laws prohibit covered entities from retaliating against a person who files a charge of discrimination, participates in a discrimination proceeding, or otherwise opposes an unlawful employment practice. <box>283 308 545 367</box>
panel-title: Federal Minimum Wage <box>279 110 549 126</box>
nte-rev: DE 1857A Rev. 46 (12-17) (INTERNET) <box>773 627 826 632</box>
sh-d15-p: (714) 558-4451 <box>1181 294 1254 299</box>
amr-agency: State of California <box>666 720 698 726</box>
amr-b1: Records of exposure to toxic substances or harmful physical agents of other employees with work conditions similar to yours. <box>561 685 732 689</box>
emr-agency2: Department of Industrial Relations <box>283 1149 330 1154</box>
ballot-box-graphic-icon <box>283 936 409 968</box>
sh-d8-p: (510) 622-2916 <box>1181 259 1254 264</box>
sh-enforcement: Enforcement of Cal/OSHA job safety and health standards is carried out by the Division of Occupational Safety and Health, under the California Department of Industrial Relations, which has primary responsibility for enforcing California occupational safety and health standards. <box>842 310 1221 315</box>
ui-rev: DE 1857A (Rev. 14 (10-15)) (INTERNET) <box>490 1240 545 1245</box>
sh-col-2: Regional Offices <box>1259 252 1284 257</box>
panel-polygraph <box>277 470 551 604</box>
cmw-rev: MW-2017 (Rev. 11/2016) <box>1375 862 1409 867</box>
sh-d1-p: (661) 588-6400 <box>1181 224 1254 229</box>
emr-posted-label: Posted as required by: <box>283 1141 314 1146</box>
wh-h-report: How to report improper acts <box>847 708 946 718</box>
legend-line-5: Required for employers with government contracts <box>1262 88 1365 94</box>
sh-d8-n: Oakland <box>843 259 917 264</box>
fmla-rev: WH1420 REV 04/16 <box>785 384 822 390</box>
fmw-text <box>283 168 545 231</box>
fmw-footer <box>279 234 549 262</box>
fmla-body: LEAVE ENTITLEMENTS Eligible employees who work for a covered employer can take up to 12 weeks of unpaid, job-protected leave in a 12-month period for the following reasons: the birth of a child or placement of a child for adoption or foster care; to bond with a child; to care for the employee's spouse, child, or parent who has a qualifying serious health condition; for the employee's own qualifying serious health condition that makes the employee unable to perform the employee's job; for qualifying exigencies related to the foreign deployment of a military member who is the employee's spouse, child, or parent. BENEFITS & PROTECTIONS An eligible employee who is a covered servicemember's spouse, child, parent, or next of kin may also take up to 26 weeks of FMLA leave in a single 12-month period to care for the servicemember with a serious injury or illness. An employee does not need to use leave in one block. Leave can be taken intermittently or on a reduced leave schedule when medically necessary. ELIGIBILITY REQUIREMENTS An employee who works for a covered employer must meet three criteria in order to be eligible for FMLA leave: have worked for the employer for at least 12 months; have at least 1,250 hours of service in the 12 months before taking leave; and work at a location where the employer has at least 50 employees within 75 miles of the employee's worksite. REQUESTING LEAVE Generally, employees must give 30-days' advance notice of the need for FMLA leave. If it is not possible to give 30-days' notice, an employee must notify the employer as soon as possible and, generally, follow the employer's usual procedures. EMPLOYER RESPONSIBILITIES Covered employers must: post a notice explaining rights and responsibilities under the FMLA; include information about the FMLA in their employee handbooks; provide employees with notice concerning their eligibility for FMLA leave; and provide employees with a notice that describes their rights and responsibilities under the FMLA. ENFORCEMENT Employees may file a complaint with the U.S. Department of Labor, Wage and Hour Division, or may bring a private lawsuit against an employer. The FMLA does not affect any federal or state law prohibiting discrimination or supersede any state or local law or collective bargaining agreement that provides greater family or medical leave rights. <box>561 285 826 353</box>
tov-big1: TIME OFF <box>283 761 335 774</box>
emr-h-5: OTHER <box>358 1127 404 1132</box>
inj-emp-label: EMPLOYER: <box>561 529 582 534</box>
panel-title: Time Off To Vote <box>279 743 413 759</box>
sh-d2-a: 1065 East Hillsdale Blvd, Suite 110, Foster City 94404 <box>916 229 1180 234</box>
epp-footer-phone[interactable]: 1-866-487-9243 <box>516 580 545 586</box>
sh-d10-a: 2424 Arden Way Suite 165, Sacramento 95825 <box>916 269 1180 274</box>
wh-p-prot: Under California Labor Code Section 1102.5, if an employer retaliates against a whistleblower, the employer may be required to reinstate the employee's employment and work benefits, pay lost wages, and take other steps necessary to comply with the law. <box>847 682 1404 699</box>
